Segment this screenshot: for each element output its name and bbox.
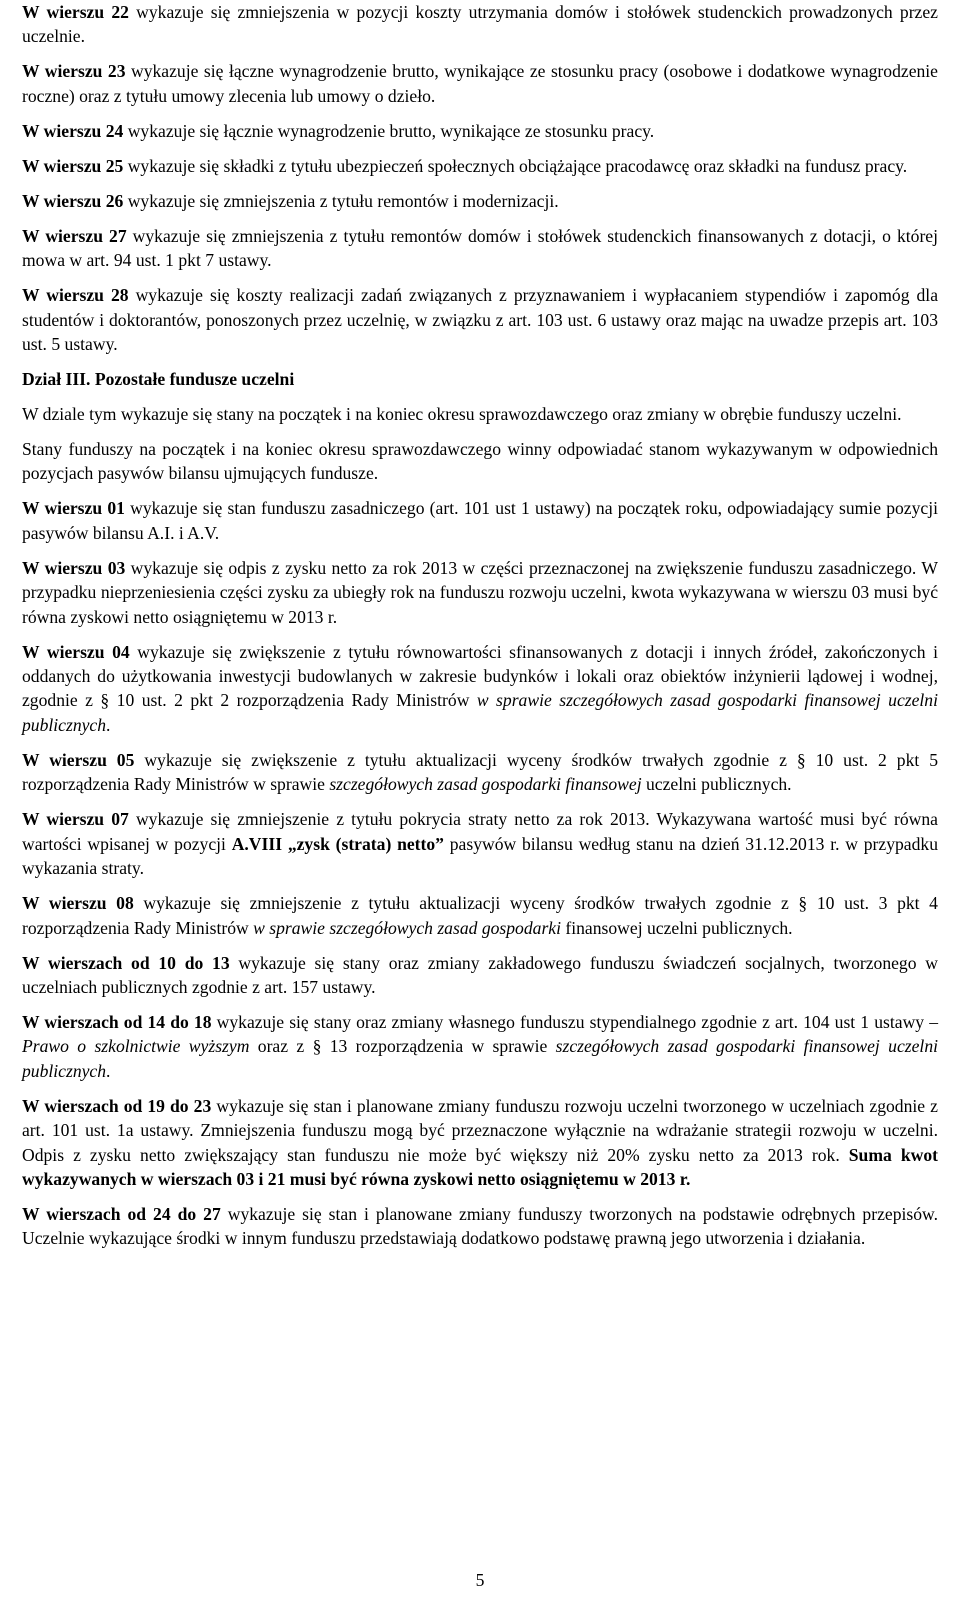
bold-text: W wierszu 24	[22, 120, 124, 141]
text-run: wykazuje się stany oraz zmiany własnego funduszu stypendialnego zgodnie z art. 104 ust 1 ustawy –	[211, 1011, 938, 1032]
text-run: wykazuje się zmniejszenia w pozycji koszty utrzymania domów i stołówek studenckich prowadzonych przez uczelnie.	[22, 2, 938, 47]
bold-text: A.VIII „zysk (strata) netto”	[231, 833, 444, 854]
paragraph	[22, 951, 938, 1000]
text-run: finansowej uczelni publicznych.	[560, 917, 793, 938]
bold-text: Dział III. Pozostałe fundusze uczelni	[22, 369, 295, 390]
paragraph	[22, 402, 938, 426]
text-run: wykazuje się koszty realizacji zadań związanych z przyznawaniem i wypłacaniem stypendiów i zapomóg dla studentów i doktorantów, ponoszonych przez uczelnię, w związku z art. 103 ust. 6 ustawy oraz mając na uwadze przepis art. 103 ust. 5 ustawy.	[22, 285, 939, 355]
bold-text: W wierszu 08	[22, 893, 134, 914]
paragraph	[22, 556, 938, 629]
text-run: wykazuje się łączne wynagrodzenie brutto, wynikające ze stosunku pracy (osobowe i dodatkowe wynagrodzenie roczne) oraz z tytułu umowy zlecenia lub umowy o dzieło.	[22, 61, 938, 106]
text-run: wykazuje się stan i planowane zmiany funduszy tworzonych na podstawie odrębnych przepisów. Uczelnie wykazujące środki w innym funduszu przedstawiają dodatkowo podstawę prawną jego utworzenia i działania.	[22, 1203, 938, 1249]
paragraph	[22, 1094, 938, 1192]
text-run: wykazuje się odpis z zysku netto za rok 2013 w części przeznaczonej na zwiększenie funduszu zasadniczego. W przypadku nieprzeniesienia części zysku za ubiegły rok na funduszu rozwoju uczelni, kwota wykazywana w wierszu 03 musi być równa zyskowi netto osiągniętemu w 2013 r.	[22, 557, 938, 627]
bold-text: W wierszu 28	[22, 285, 129, 306]
bold-text: W wierszu 25	[22, 155, 124, 176]
text-run: wykazuje się stan funduszu zasadniczego (art. 101 ust 1 ustawy) na początek roku, odpowiadający sumie pozycji pasywów bilansu A.I. i A.V.	[22, 498, 938, 543]
italic-text: Prawo o szkolnictwie wyższym	[22, 1036, 250, 1057]
bold-text: W wierszu 04	[22, 641, 130, 662]
bold-text: W wierszu 22	[22, 2, 129, 22]
text-run: wykazuje się zwiększenie z tytułu aktualizacji wyceny środków trwałych zgodnie z § 10 ust. 2 pkt 5 rozporządzenia Rady Ministrów w sprawie	[22, 749, 938, 795]
paragraph	[22, 189, 938, 213]
document-body	[22, 0, 938, 1261]
text-run: wykazuje się składki z tytułu ubezpieczeń społecznych obciążające pracodawcę oraz składki na fundusz pracy.	[123, 155, 908, 176]
paragraph	[22, 807, 938, 880]
text-run: wykazuje się zmniejszenia z tytułu remontów i modernizacji.	[123, 190, 559, 211]
bold-text: W wierszach od 24 do 27	[22, 1203, 221, 1224]
text-run: Stany funduszy na początek i na koniec okresu sprawozdawczego winny odpowiadać stanom wykazywanym w odpowiednich pozycjach pasywów bilansu ujmujących fundusze.	[22, 439, 938, 484]
italic-text: szczegółowych zasad gospodarki finansowej	[329, 774, 642, 795]
paragraph	[22, 283, 938, 356]
bold-text: Suma kwot wykazywanych w wierszach 03 i 21 musi być równa zyskowi netto osiągniętemu w 2013 r.	[22, 1144, 938, 1189]
paragraph	[22, 224, 938, 273]
text-run: oraz z § 13 rozporządzenia w sprawie	[249, 1036, 556, 1057]
paragraph	[22, 891, 938, 940]
bold-text: W wierszach od 10 do 13	[22, 952, 230, 973]
paragraph	[22, 119, 938, 143]
bold-text: W wierszach od 14 do 18	[22, 1011, 212, 1032]
bold-text: W wierszu 01	[22, 498, 125, 519]
page-number: 5	[475, 1570, 485, 1590]
text-run: wykazuje się zmniejszenie z tytułu pokrycia straty netto za rok 2013. Wykazywana wartość musi być równa wartości wpisanej w pozycji	[22, 809, 938, 854]
paragraph	[22, 1010, 938, 1083]
bold-text: W wierszu 23	[22, 61, 126, 82]
text-run: wykazuje się zwiększenie z tytułu równowartości sfinansowanych z dotacji i innych źródeł, zakończonych i oddanych do użytkowania inwestycji budowlanych w zakresie budynków i lokali oraz obiektów inżynierii lądowej i wodnej, zgodnie z § 10 ust. 2 pkt 2 rozporządzenia Rady Ministrów	[22, 641, 938, 711]
text-run: wykazuje się łącznie wynagrodzenie brutto, wynikające ze stosunku pracy.	[123, 120, 655, 141]
bold-text: W wierszu 26	[22, 190, 124, 211]
text-run: .	[106, 1060, 111, 1081]
paragraph	[22, 154, 938, 178]
paragraph	[22, 59, 938, 108]
text-run: W dziale tym wykazuje się stany na początek i na koniec okresu sprawozdawczego oraz zmiany w obrębie funduszy uczelni.	[22, 404, 902, 425]
paragraph	[22, 640, 938, 738]
bold-text: W wierszu 07	[22, 809, 129, 830]
paragraph	[22, 0, 938, 49]
text-run: wykazuje się stany oraz zmiany zakładowego funduszu świadczeń socjalnych, tworzonego w uczelniach publicznych zgodnie z art. 157 ustawy.	[22, 952, 938, 997]
italic-text: w sprawie szczegółowych zasad gospodarki finansowej uczelni publicznych	[22, 690, 938, 735]
text-run: wykazuje się zmniejszenie z tytułu aktualizacji wyceny środków trwałych zgodnie z § 10 ust. 3 pkt 4 rozporządzenia Rady Ministrów	[22, 893, 938, 938]
bold-text: W wierszu 27	[22, 225, 127, 246]
bold-text: W wierszach od 19 do 23	[22, 1095, 212, 1116]
paragraph	[22, 437, 938, 486]
text-run: uczelni publicznych.	[641, 774, 792, 795]
italic-text: w sprawie szczegółowych zasad gospodarki	[253, 917, 561, 938]
text-run: .	[106, 714, 111, 735]
paragraph	[22, 1202, 938, 1251]
bold-text: W wierszu 03	[22, 557, 126, 578]
text-run: wykazuje się zmniejszenia z tytułu remontów domów i stołówek studenckich finansowanych z dotacji, o której mowa w art. 94 ust. 1 pkt 7 ustawy.	[22, 225, 938, 271]
paragraph	[22, 496, 938, 545]
section-heading	[22, 367, 938, 391]
italic-text: szczegółowych zasad gospodarki finansowej uczelni publicznych	[22, 1036, 939, 1081]
text-run: wykazuje się stan i planowane zmiany funduszu rozwoju uczelni tworzonego w uczelniach zgodnie z art. 101 ust. 1a ustawy. Zmniejszenia funduszu mogą być przeznaczone wyłącznie na wdrażanie strategii rozwoju w uczelni. Odpis z zysku netto zwiększający stan funduszu nie może być większy niż 20% zysku netto za 2013 rok.	[22, 1095, 938, 1165]
text-run: pasywów bilansu według stanu na dzień 31.12.2013 r. w przypadku wykazania straty.	[22, 833, 938, 879]
paragraph	[22, 748, 938, 797]
bold-text: W wierszu 05	[22, 749, 135, 770]
